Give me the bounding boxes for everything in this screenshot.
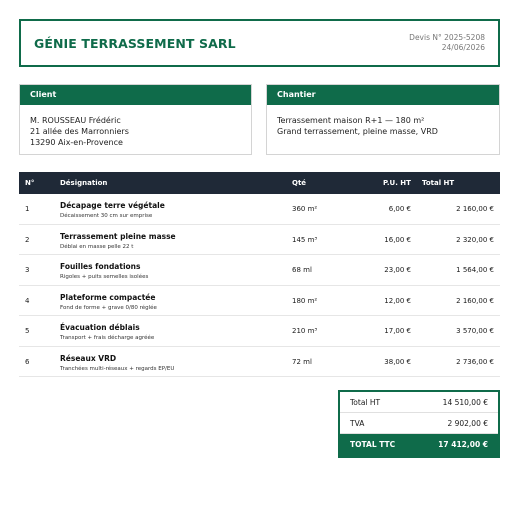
row-subtitle: Fond de forme + grave 0/80 réglée [60, 304, 157, 311]
row-designation [60, 201, 165, 219]
row-total: 2 736,00 € [456, 357, 494, 366]
row-total: 2 160,00 € [456, 296, 494, 305]
client-address: 21 allée des Marronniers [30, 127, 129, 136]
site-box-title: Chantier [267, 85, 499, 105]
row-designation [60, 354, 174, 372]
row-qty: 72 ml [292, 357, 312, 366]
client-city: 13290 Aix-en-Provence [30, 138, 123, 147]
quote-meta [409, 33, 485, 53]
tva-value: 2 902,00 € [447, 419, 488, 428]
totals-box [338, 390, 500, 458]
table-row [19, 255, 500, 286]
table-row [19, 316, 500, 347]
row-qty: 68 ml [292, 266, 312, 274]
total-ht-value: 14 510,00 € [442, 398, 488, 407]
client-name: M. ROUSSEAU Frédéric [30, 116, 121, 125]
row-unit-price: 16,00 € [384, 235, 411, 244]
row-num: 6 [25, 357, 30, 366]
row-total: 2 160,00 € [456, 205, 494, 213]
row-designation [60, 232, 176, 250]
company-name: GÉNIE TERRASSEMENT SARL [34, 35, 236, 51]
row-subtitle: Tranchées multi-réseaux + regards EP/EU [60, 365, 175, 372]
header-total: Total HT [422, 179, 455, 187]
row-title: Décapage terre végétale [60, 201, 165, 210]
quote-number: Devis N° 2025-5208 [409, 33, 485, 42]
row-unit-price: 12,00 € [384, 296, 411, 305]
row-unit-price: 38,00 € [384, 357, 411, 366]
row-title: Évacuation déblais [60, 323, 140, 332]
site-box [266, 84, 500, 155]
row-total: 1 564,00 € [456, 266, 494, 274]
row-num: 3 [25, 266, 30, 274]
row-num: 4 [25, 296, 30, 305]
row-subtitle: Décaissement 30 cm sur emprise [60, 213, 153, 219]
site-line-1: Terrassement maison R+1 — 180 m² [277, 116, 425, 125]
row-total: 3 570,00 € [456, 327, 494, 335]
row-qty: 145 m³ [292, 235, 318, 244]
row-title: Réseaux VRD [60, 353, 117, 363]
tva-label: TVA [350, 419, 365, 428]
row-title: Plateforme compactée [60, 292, 156, 302]
total-ht-label: Total HT [350, 398, 381, 407]
client-box-title: Client [20, 85, 251, 105]
total-ttc-row [340, 434, 498, 456]
row-qty: 180 m² [292, 296, 318, 305]
row-qty: 210 m³ [292, 327, 318, 335]
row-subtitle: Rigoles + puits semelles isolées [60, 274, 149, 280]
row-num: 1 [25, 205, 30, 213]
table-row [19, 286, 500, 317]
total-ttc-value: 17 412,00 € [438, 440, 488, 449]
row-title: Terrassement pleine masse [60, 231, 176, 241]
site-line-2: Grand terrassement, pleine masse, VRD [277, 127, 438, 136]
total-ttc-label: TOTAL TTC [350, 440, 396, 449]
row-unit-price: 23,00 € [384, 266, 411, 274]
row-designation [60, 293, 157, 311]
header-num: N° [25, 179, 35, 187]
row-unit-price: 6,00 € [388, 205, 411, 213]
row-designation [60, 262, 148, 280]
client-details [20, 105, 251, 148]
document-header [19, 19, 500, 67]
table-row [19, 225, 500, 256]
quote-date: 24/06/2026 [441, 43, 485, 52]
row-subtitle: Déblai en masse pelle 22 t [60, 243, 134, 250]
table-row [19, 194, 500, 225]
table-header [19, 172, 500, 194]
header-unit-price: P.U. HT [383, 179, 411, 187]
row-total: 2 320,00 € [456, 235, 494, 244]
row-num: 2 [25, 235, 30, 244]
tva-row [340, 413, 498, 434]
row-unit-price: 17,00 € [384, 327, 411, 335]
table-row [19, 347, 500, 378]
total-ht-row [340, 392, 498, 413]
client-box [19, 84, 252, 155]
quote-table [19, 172, 500, 377]
row-num: 5 [25, 327, 30, 335]
row-qty: 360 m² [292, 205, 318, 213]
header-designation: Désignation [60, 179, 108, 187]
row-subtitle: Transport + frais décharge agréée [60, 335, 155, 341]
site-details [267, 105, 499, 137]
row-designation [60, 323, 154, 341]
row-title: Fouilles fondations [60, 262, 141, 271]
header-qty: Qté [292, 179, 307, 187]
